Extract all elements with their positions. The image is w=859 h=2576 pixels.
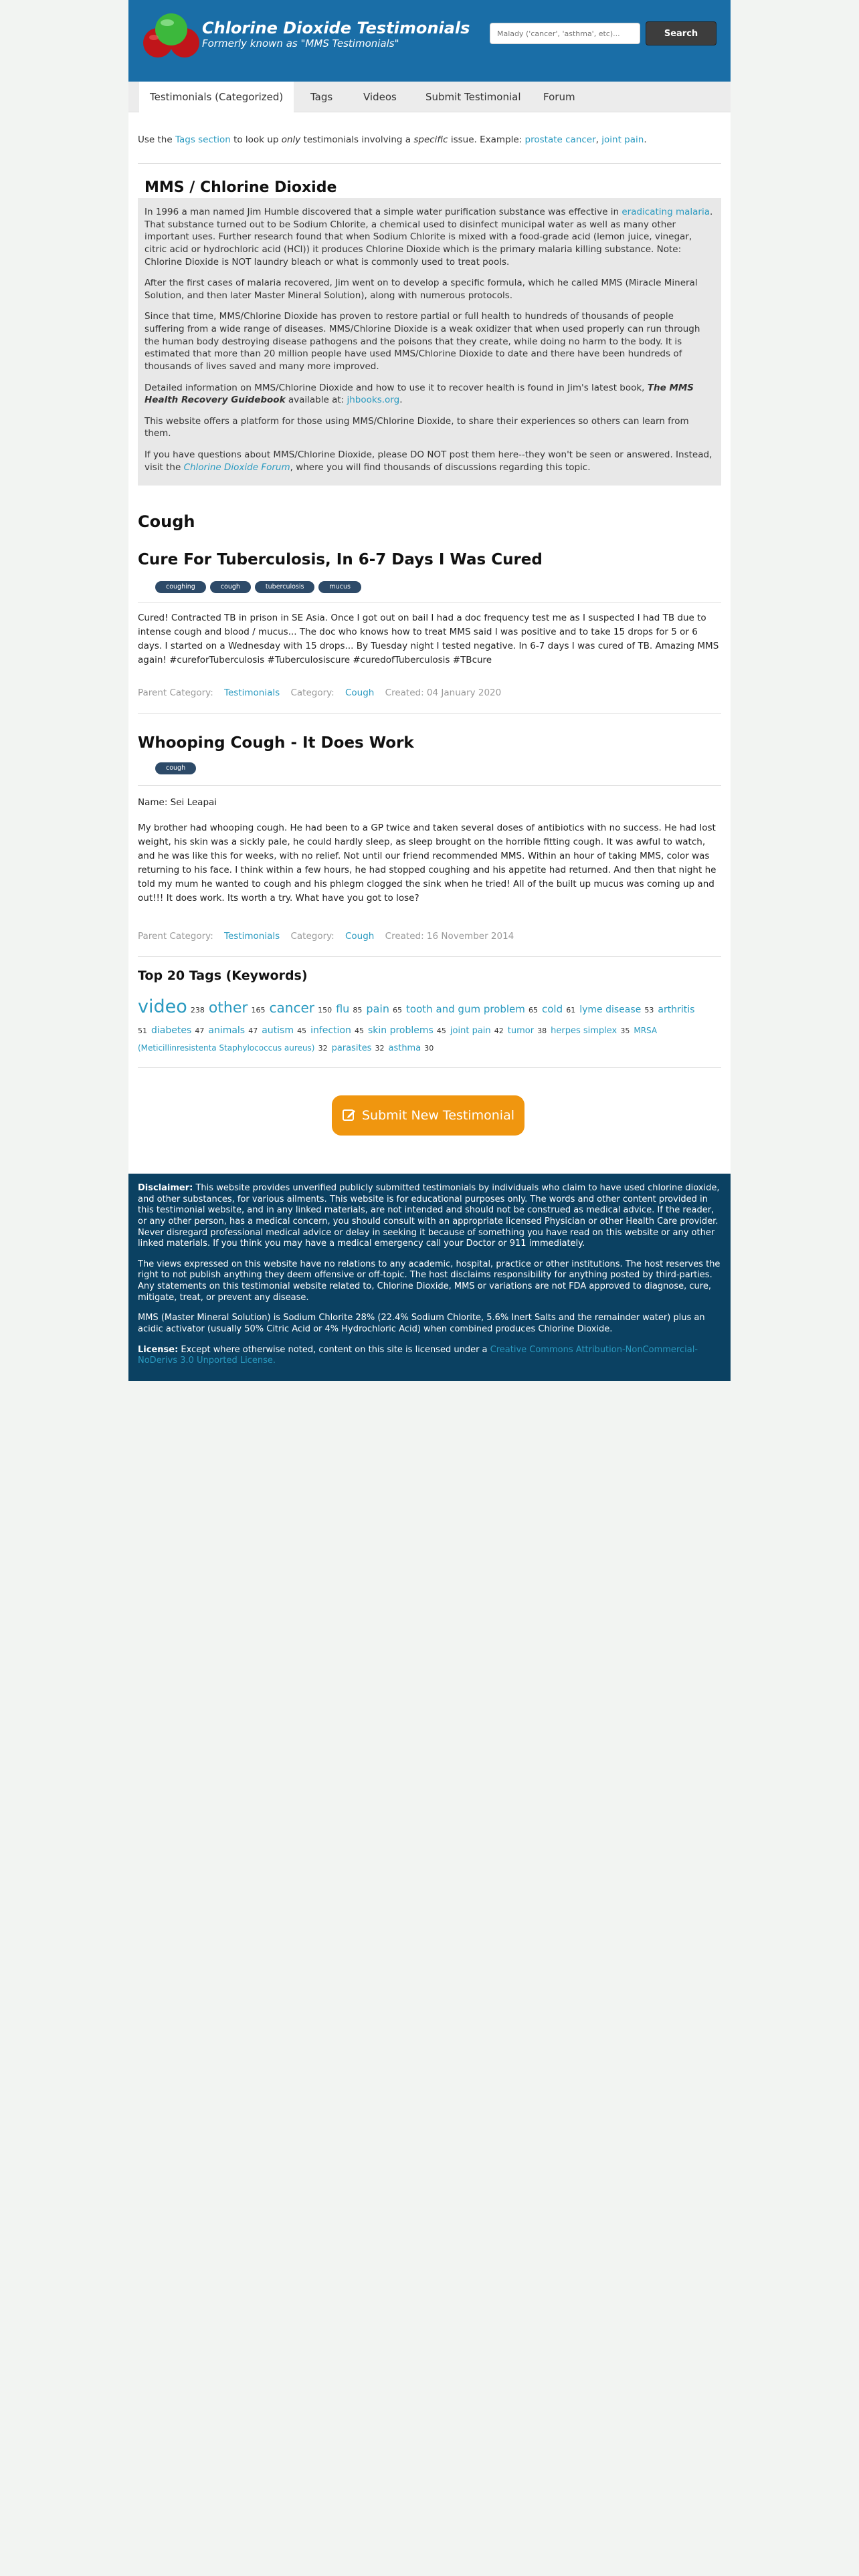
nav-item-videos[interactable]: Videos [363,91,397,103]
tag-cloud-link[interactable]: asthma [388,1043,421,1053]
mms-paragraph: Detailed information on MMS/Chlorine Dioxide and how to use it to recover health is found in Jim's latest book, The MMS Health Recovery Guidebook available at: jhbooks.org. [145,382,694,406]
article-body: My brother had whooping cough. He had been to a GP twice and taken several doses of antibiotics with no success. He had lost weight, his skin was a sickly pale, he could hardly sleep, as sleep brought on the horrible fitting cough. It was awful to watch, and he was like this for weeks, with no relief. Not until our friend recommended MMS. Within an hour of taking MMS, color was returning to his face. I think within a few hours, he had stopped coughing and his appetite had returned. And then that night he told my mum he wanted to cough and his phlegm clogged the sink when he tried! All of the built up mucus was coming up and out!!! It does work. Its worth a try. What have you got to lose? [138,823,717,903]
tag-cloud-link[interactable]: MRSA (Meticillinresistenta Staphylococcus aureus) [138,1026,658,1053]
article-tags [155,578,365,591]
edit-icon [342,1107,357,1122]
tag-count: 45 [436,1027,446,1036]
example-link-prostate-cancer[interactable]: prostate cancer [524,134,596,145]
tag-cloud-link[interactable]: tooth and gum problem [406,1003,525,1015]
divider [138,1067,721,1068]
tag-count: 32 [318,1043,328,1053]
tag-count: 65 [529,1006,538,1014]
tag-cloud-link[interactable]: infection [310,1025,351,1037]
chlorine-dioxide-forum-link[interactable]: Chlorine Dioxide Forum [183,461,290,473]
tag-count: 53 [644,1006,654,1014]
tag-cloud [138,992,721,1056]
divider [138,956,721,957]
search-input[interactable] [490,23,640,44]
tags-section-link[interactable]: Tags section [175,134,231,145]
tag-cloud-link[interactable]: animals [208,1025,246,1037]
tag-badge[interactable]: cough [155,762,196,774]
article-title[interactable]: Whooping Cough - It Does Work [138,734,414,752]
tag-cloud-link[interactable]: skin problems [367,1025,434,1037]
article-meta: Parent Category: Testimonials Category: Cough Created: 04 January 2020 [138,687,502,698]
site-title[interactable]: Chlorine Dioxide Testimonials [202,19,470,37]
intro-text: Use the Tags section to look up only testimonials involving a specific issue. Example: prostate cancer, joint pain. [138,134,647,145]
site-footer [128,1174,731,1381]
tag-count: 150 [318,1006,332,1014]
tag-count: 45 [354,1027,364,1036]
jhbooks-link[interactable]: jhbooks.org [347,395,400,406]
nav-item-forum[interactable]: Forum [543,91,575,103]
mms-paragraph: After the first cases of malaria recovered, Jim went on to develop a specific formula, which he called MMS (Miracle Mineral Solution, and then later Master Mineral Solution), along with numerous protocols. [145,278,698,301]
tag-cloud-link[interactable]: tumor [507,1026,535,1037]
article-body: Cured! Contracted TB in prison in SE Asia. Once I got out on bail I had a doc frequency test me as I suspected I had TB due to intense cough and blood / mucus... The doc who knows how to treat MMS said I was positive and to take 15 drops for 5 or 6 days. I started on a Wednesday with 15 drops... By Tuesday night I tested negative. In 6-7 days I was cured of TB. Amazing MMS again! #cureforTuberculosis #Tuberculosiscure #curedofTuberculosis #TBcure [138,613,719,665]
tag-cloud-link[interactable]: cold [542,1003,563,1015]
tag-count: 238 [190,1006,205,1014]
tag-cloud-link[interactable]: parasites [331,1043,372,1053]
tag-badge[interactable]: cough [210,581,251,593]
submit-new-testimonial-button[interactable]: Submit New Testimonial [332,1095,524,1136]
tag-cloud-link[interactable]: herpes simplex [551,1026,617,1037]
search-button[interactable]: Search [646,21,717,45]
tag-count: 42 [494,1027,504,1036]
article-title[interactable]: Cure For Tuberculosis, In 6-7 Days I Was Cured [138,551,543,568]
mms-paragraph: Since that time, MMS/Chlorine Dioxide has proven to restore partial or full health to hundreds of thousands of people suffering from a wide range of diseases. MMS/Chlorine Dioxide is a weak oxidizer that when used properly can run through the human body destroying disease pathogens and the poisons that they create, while doing no harm to the body. It is estimated that more than 20 million people have used MMS/Chlorine Dioxide to date and there have been hundreds of thousands of lives saved and many more improved. [145,311,700,372]
submit-area [138,1095,721,1136]
category-link[interactable]: Cough [345,931,375,942]
mms-info-box [138,198,721,486]
tag-cloud-link[interactable]: pain [366,1002,389,1015]
molecule-logo-icon[interactable] [140,11,202,62]
tag-count: 47 [195,1027,205,1036]
site-header [128,0,731,82]
tag-count: 32 [375,1043,385,1053]
article-tags [155,760,200,772]
category-link[interactable]: Cough [345,687,375,698]
tag-count: 165 [251,1006,266,1014]
tag-count: 45 [297,1027,307,1036]
views-text: The views expressed on this website have no relations to any academic, hospital, practice or other institutions. The host reserves the right to not publish anything they deem offensive or off-topic. The host disclaims responsibility for anything posted by third-parties. Any statements on this testimonial website related to, Chlorine Dioxide, MMS or variations are not FDA approved to diagnose, cure, mitigate, treat, or prevent any disease. [138,1259,721,1303]
mms-definition-text: MMS (Master Mineral Solution) is Sodium Chlorite 28% (22.4% Sodium Chlorite, 5.6% Inert Salts and the remainder water) plus an acidic activator (usually 50% Citric Acid or 4% Hydrochloric Acid) when combined produces Chlorine Dioxide. [138,1313,705,1334]
mms-section-title: MMS / Chlorine Dioxide [145,179,337,196]
category-title: Cough [138,512,195,531]
top-tags-title: Top 20 Tags (Keywords) [138,968,308,983]
tag-count: 85 [353,1006,363,1014]
article-author: Name: Sei Leapai [138,797,217,808]
tag-count: 35 [620,1027,630,1036]
disclaimer-text: Disclaimer: This website provides unverified publicly submitted testimonials by individuals who claim to have used chlorine dioxide, and other substances, for various ailments. This website is for educational purposes only. The words and other content provided in this testimonial website, and in any linked materials, are not intended and should not be construed as medical advice. If the reader, or any other person, has a medical concern, you should consult with an appropriate licensed Physician or other Health Care provider. Never disregard professional medical advice or delay in seeking it because of something you have read on this website or any other linked materials. If you think you may have a medical emergency call your Doctor or 911 immediately. [138,1183,720,1249]
divider [138,602,721,603]
nav-item-tags[interactable]: Tags [310,91,333,103]
nav-item-submit-testimonial[interactable]: Submit Testimonial [425,91,521,103]
example-link-joint-pain[interactable]: joint pain [601,134,644,145]
page-container [128,0,731,1381]
mms-paragraph: This website offers a platform for those using MMS/Chlorine Dioxide, to share their experiences so others can learn from them. [145,415,689,439]
tag-count: 47 [248,1027,258,1036]
created-date: Created: 04 January 2020 [385,687,502,698]
license-link[interactable]: Creative Commons Attribution-NonCommercial-NoDerivs 3.0 Unported License. [138,1344,698,1366]
mms-paragraph: If you have questions about MMS/Chlorine Dioxide, please DO NOT post them here--they won't be seen or answered. Instead, visit the Chlorine Dioxide Forum, where you will find thousands of discussions regarding this topic. [145,449,712,473]
tag-badge[interactable]: mucus [318,581,361,593]
tag-cloud-link[interactable]: video [138,996,187,1017]
parent-category-link[interactable]: Testimonials [224,687,280,698]
tag-cloud-link[interactable]: arthritis [658,1004,695,1015]
tag-count: 51 [138,1027,147,1036]
tag-count: 65 [393,1006,403,1014]
tag-count: 61 [566,1006,576,1014]
nav-item-testimonials[interactable]: Testimonials (Categorized) [139,82,294,112]
divider [138,163,721,164]
tag-cloud-link[interactable]: lyme disease [579,1004,642,1015]
divider [138,713,721,714]
eradicating-malaria-link[interactable]: eradicating malaria [622,207,710,217]
tag-cloud-link[interactable]: cancer [269,1000,314,1016]
created-date: Created: 16 November 2014 [385,931,514,942]
tag-cloud-link[interactable]: autism [262,1025,294,1037]
mms-paragraph: In 1996 a man named Jim Humble discovered that a simple water purification substance was effective in eradicating malaria. That substance turned out to be Sodium Chlorite, a chemical used to disinfect municipal water as well as many other important uses. Further research found that when Sodium Chlorite is mixed with a food-grade acid (lemon juice, vinegar, citric acid or hydrochloric acid (HCl)) it produces Chlorine Dioxide which is the primary malaria killing substance. Note: Chlorine Dioxide is NOT laundry bleach or what is commonly used to treat pools. [145,207,713,267]
tag-count: 30 [424,1043,434,1053]
tag-cloud-link[interactable]: flu [336,1002,350,1015]
tag-badge[interactable]: coughing [155,581,206,593]
tag-cloud-link[interactable]: diabetes [151,1025,192,1037]
tag-cloud-link[interactable]: other [208,1000,248,1016]
main-nav [128,82,731,112]
tag-badge[interactable]: tuberculosis [255,581,315,593]
license-text: License: Except where otherwise noted, content on this site is licensed under a Creative Commons Attribution-NonCommercial-NoDerivs 3.0 Unported License. [138,1344,698,1366]
site-subtitle: Formerly known as "MMS Testimonials" [202,37,399,49]
divider [138,785,721,786]
parent-category-link[interactable]: Testimonials [224,931,280,942]
tag-count: 38 [537,1027,547,1036]
tag-cloud-link[interactable]: joint pain [450,1026,491,1037]
article-meta: Parent Category: Testimonials Category: Cough Created: 16 November 2014 [138,931,514,942]
